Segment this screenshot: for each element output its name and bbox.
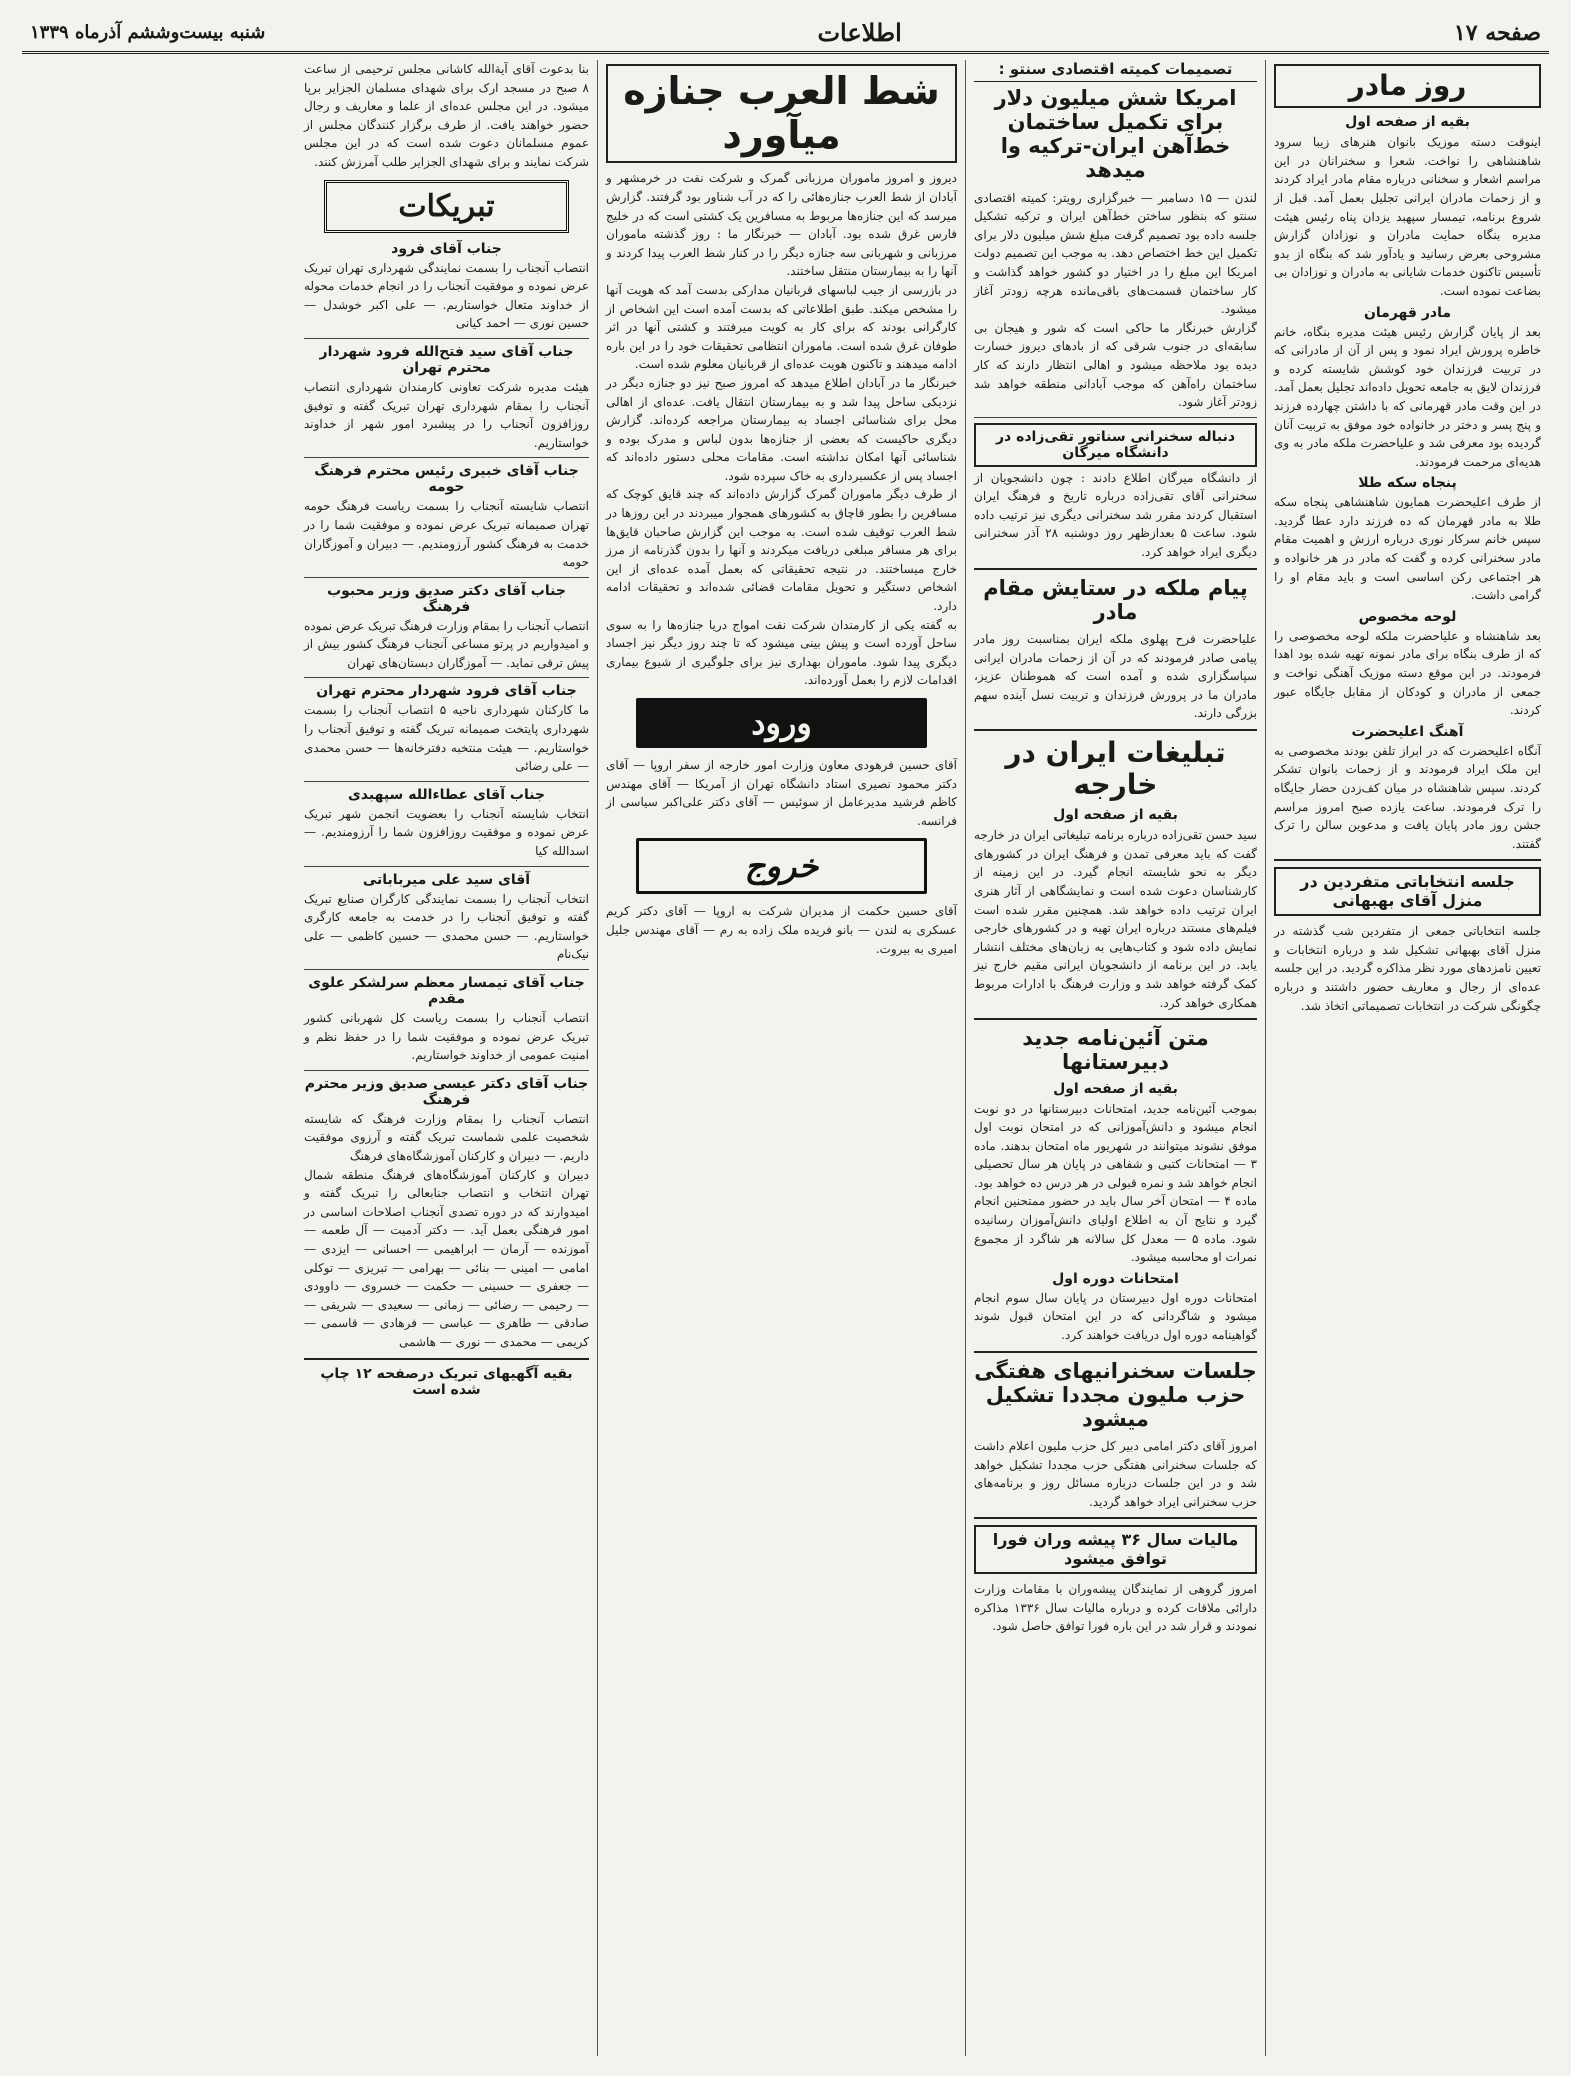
propaganda-body: سید حسن تقی‌زاده درباره برنامه تبلیغاتی ایران در خارجه گفت که باید معرفی تمدن و فرهنگ ایران در کشورهای دیگر به نحو شایسته انجام گیرد. در این زمینه از کارشناسان دعوت شده است و نمایشگاهی از آثار هنری ایران ترتیب داده خواهد شد. همچنین مقرر شده است فیلم‌های مستند درباره ایران تهیه و در کشورهای خارجی نمایش داده شود و کتاب‌هایی به زبان‌های مختلف انتشار یابد. در این برنامه از دانشجویان ایرانی مقیم خارج نیز کمک گرفته خواهد شد و وزارت فرهنگ با ادارات مربوط همکاری خواهد کرد. bbox=[974, 828, 1257, 1010]
masthead: اطلاعات bbox=[817, 18, 902, 47]
tax-body: امروز گروهی از نمایندگان پیشه‌وران با مقامات وزارت دارائی ملاقات کرده و درباره مالیات سال ۱۳۳۶ مذاکره نمودند و قرار شد در این باره فورا توافق حاصل شود. bbox=[974, 1582, 1257, 1634]
subhead-gold-coins: پنجاه سکه طلا bbox=[1358, 475, 1457, 492]
cong-4-body: انتصاب آنجناب را بمقام وزارت فرهنگ تبریک عرض نموده و امیدواریم در پرتو مساعی آنجناب فرهنگ کشور بیش از پیش ترقی نماید. — آموزگاران دبستان‌های تهران bbox=[304, 618, 589, 670]
algeria-memorial-body: بنا بدعوت آقای آیة‌الله کاشانی مجلس ترحیمی از ساعت ۸ صبح در مسجد ارک برای شهدای مسلمان الجزایر برپا میشود. در این مجلس عده‌ای از علما و معاریف و رجال حضور خواهند یافت. از طرف برگزار کنندگان مجلس از عموم مسلمانان دعوت شده است که در این مجلس شرکت نمایند و برای شهدای الجزایر طلب آمرزش کنند. bbox=[304, 62, 589, 169]
cento-kicker: تصمیمات کمیته اقتصادی سنتو : bbox=[974, 60, 1257, 82]
cong-8-title: جناب آقای تیمسار معظم سرلشکر علوی مقدم bbox=[308, 975, 585, 1007]
column-2 bbox=[965, 60, 1265, 2056]
subhead-royal-address: آهنگ اعلیحضرت bbox=[1351, 723, 1464, 740]
page-number: صفحه ۱۷ bbox=[1453, 19, 1541, 46]
departures-body: آقای حسین حکمت از مدیران شرکت به اروپا — آقای دکتر کریم عسکری به لندن — بانو فریده ملک زاده به رم — آقای مهندس جلیل امیری به بیروت. bbox=[606, 904, 957, 956]
school-first-cycle-subhead: امتحانات دوره اول bbox=[1052, 1270, 1179, 1287]
mothers-day-body-5: آنگاه اعلیحضرت که در ابراز تلفن بودند مخصوصی به این ملک ایراد فرمودند و از زحمات بانوان تشکر کردند. سپس شاهنشاه در میان کف‌زدن حضار جایگاه را ترک فرمودند. ساعت یازده صبح امروز مراسم جشن روز مادر پایان یافت و مدعوین سالن را ترک گفتند. bbox=[1274, 743, 1541, 851]
school-regulation-headline: متن آئین‌نامه جدید دبیرستانها bbox=[1022, 1026, 1209, 1075]
cong-3-body: انتصاب شایسته آنجناب را بسمت ریاست فرهنگ حومه تهران صمیمانه تبریک عرض نموده و موفقیت شما را در خدمت به فرهنگ کشور آرزومندیم. — دبیران و آموزگاران حومه bbox=[304, 499, 589, 570]
cong-2-body: هیئت مدیره شرکت تعاونی کارمندان شهرداری انتصاب آنجناب را بمقام شهرداری تهران تبریک گفته و توفیق روزافزون آنجناب را در پیشبرد امور شهر از خداوند خواستاریم. bbox=[304, 379, 589, 450]
queen-message-body: علیاحضرت فرح پهلوی ملکه ایران بمناسبت روز مادر پیامی صادر فرمودند که در آن از زحمات مادران ایرانی سپاسگزاری شده و آمده است که هموطنان عزیز، مادران ما در پرورش فرزندان و تربیت نسل آینده سهم بزرگی دارند. bbox=[974, 631, 1257, 721]
cong-7-body: انتخاب آنجناب را بسمت نمایندگی کارگران صنایع تبریک گفته و توفیق آنجناب را در خدمت به جامعه کارگری خواستاریم. — حسن محمدی — حسین کاظمی — علی نیک‌نام bbox=[304, 891, 589, 962]
cento-body-1: لندن — ۱۵ دسامبر — خبرگزاری رویتر: کمیته اقتصادی سنتو که بنظور ساختن خط‌آهن ایران و ترکیه تشکیل جلسه داده بود تصمیم گرفت مبلغ شش میلیون دلار برای تکمیل این خط اختصاص دهد. به موجب این تصمیم دولت امریکا این مبلغ را در اختیار دو کشور خواهد گذاشت و کار ساختمان قسمت‌های باقی‌مانده هرچه زودتر آغاز میشود. bbox=[974, 190, 1257, 317]
election-meeting-body: جلسه انتخاباتی جمعی از متفردین شب گذشته در منزل آقای بهبهانی تشکیل شد و درباره انتخابات و تعیین نامزدهای مورد نظر مذاکره گردید. در این جلسه عده‌ای از رجال و معاریف حضور داشتند و درباره چگونگی شرکت در انتخابات تصمیماتی اتخاذ شد. bbox=[1274, 924, 1541, 1013]
congratulations-heading: تبریکات bbox=[324, 180, 569, 233]
column-1 bbox=[1265, 60, 1549, 2056]
cong-6-body: انتخاب شایسته آنجناب را بعضویت انجمن شهر تبریک عرض نموده و موفقیت روزافزون شما را آرزومندیم. — اسدالله کیا bbox=[304, 806, 589, 859]
mothers-day-body-3: از طرف اعلیحضرت همایون شاهنشاهی پنجاه سکه طلا به مادر قهرمان که ده فرزند دارد عطا گردید. سپس خانم سرکار نوری درباره ارزش و اهمیت مقام مادر سخنرانی کرده و گفت که مادر در هر خانواده و هر اجتماعی رکن اساسی است و باید مقام او را گرامی داشت. bbox=[1274, 495, 1541, 603]
queen-message-headline: پیام ملکه در ستایش مقام مادر bbox=[983, 575, 1248, 624]
school-regulation-continued: بقیه از صفحه اول bbox=[1053, 1080, 1178, 1097]
mothers-day-title: روز مادر bbox=[1274, 64, 1541, 108]
issue-date: شنبه بیست‌وششم آذرماه ۱۳۳۹ bbox=[30, 22, 266, 43]
arrivals-heading: ورود bbox=[636, 698, 927, 748]
cong-1-body: انتصاب آنجناب را بسمت نمایندگی شهرداری تهران تبریک عرض نموده و موفقیت آنجناب را در انجام خدمات محوله از خداوند متعال خواستاریم. — علی اکبر خوشدل — حسین نوری — احمد کیانی bbox=[304, 260, 589, 331]
melliyun-party-headline: جلسات سخنرانیهای هفتگی حزب ملیون مجددا تشکیل میشود bbox=[974, 1358, 1257, 1431]
election-meeting-title: جلسه انتخاباتی متفردین در منزل آقای بهبهانی bbox=[1274, 867, 1541, 916]
columns bbox=[22, 60, 1549, 2056]
mothers-day-body-1: اینوقت دسته موزیک بانوان هنرهای زیبا سرود شاهنشاهی را نواخت. شعرا و سخنرانان در این مراسم اشعار و سخنانی درباره مقام مادر ایراد کردند و از زحمات مادران ایرانی تجلیل بعمل آمد. قبل از شروع برنامه، تیمسار سپهبد یزدان پناه رئیس هیئت مدیره بنگاه حمایت مادران و نوزادان گزارش مشروحی بعرض رسانید و یادآور شد که بنگاه از بدو تأسیس تاکنون خدمات شایانی به مادران و نوزادان بی بضاعت نموده است. bbox=[1274, 135, 1541, 298]
arrivals-body: آقای حسین فرهودی معاون وزارت امور خارجه از سفر اروپا — آقای دکتر محمود نصیری استاد دانشگاه تهران از آمریکا — آقای مهندس کاظم فرشید مدیرعامل از سوئیس — آقای دکتر علی‌اکبر سیاسی از فرانسه. bbox=[606, 758, 957, 828]
column-3 bbox=[597, 60, 965, 2056]
cong-1-title: جناب آقای فرود bbox=[391, 240, 502, 257]
shatt-body-5: به گفته یکی از کارمندان شرکت نفت امواج دریا جنازه‌ها را به سوی ساحل آورده است و پیش بینی میشود که تا چند روز دیگر نیز اجساد دیگری پیدا شود. ماموران بهداری نیز برای جلوگیری از شیوع بیماری اقدامات لازم را بعمل آورده‌اند. bbox=[606, 617, 957, 688]
school-first-cycle-body: امتحانات دوره اول دبیرستان در پایان سال سوم انجام میشود و شاگردانی که در این امتحان قبول شوند گواهینامه دوره اول دریافت خواهند کرد. bbox=[974, 1290, 1257, 1343]
cong-8-body: انتصاب آنجناب را بسمت ریاست کل شهربانی کشور تبریک عرض نموده و موفقیت شما را در حفظ نظم و امنیت عمومی از خداوند خواستاریم. bbox=[304, 1011, 589, 1063]
subhead-plaque: لوحه مخصوص bbox=[1358, 608, 1457, 625]
school-regulation-body: بموجب آئین‌نامه جدید، امتحانات دبیرستانها در دو نوبت انجام میشود و دانش‌آموزانی که در امتحان نوبت اول موفق نشوند میتوانند در شهریور ماه امتحان بدهند. ماده ۳ — امتحانات کتبی و شفاهی در پایان هر سال تحصیلی انجام خواهد شد و نمره قبولی در هر درس ده خواهد بود. ماده ۴ — امتحان آخر سال باید در حضور ممتحنین انجام گیرد و نتایج آن به اطلاع اولیای دانش‌آموزان رسانیده شود. ماده ۵ — معدل کل سالانه هر شاگرد از مجموع نمرات او محاسبه میشود. bbox=[974, 1101, 1258, 1265]
cong-7-title: آقای سید علی میرباباتی bbox=[362, 871, 531, 888]
shatt-body-2: در بازرسی از جیب لباسهای قربانیان مدارکی بدست آمد که هویت آنها را مشخص میکند. طبق اطلاعاتی که بدست آمده است این اشخاص از کارگرانی بودند که برای کار به کویت میرفتند و کشتی آنها در اثر طوفان غرق شده است. ماموران انتظامی تحقیقات خود را در این باره ادامه میدهند و تاکنون هویت عده‌ای از قربانیان معلوم شده است. bbox=[606, 282, 957, 372]
departures-heading: خروج bbox=[636, 838, 927, 894]
propaganda-continued: بقیه از صفحه اول bbox=[1053, 807, 1178, 824]
continued-note: بقیه از صفحه اول bbox=[1345, 114, 1470, 131]
shatt-al-arab-headline: شط العرب جنازه میآورد bbox=[606, 64, 957, 163]
cong-9-title: جناب آقای دکتر عیسی صدیق وزیر محترم فرهنگ bbox=[304, 1075, 589, 1108]
cong-2-title: جناب آقای سید فتح‌الله فرود شهردار محترم تهران bbox=[319, 343, 574, 376]
taqizadeh-subhead: دنباله سخنرانی سناتور تقی‌زاده در دانشگاه میرگان bbox=[974, 423, 1257, 467]
taqizadeh-body: از دانشگاه میرگان اطلاع دادند : چون دانشجویان از سخنرانی آقای تقی‌زاده درباره تاریخ و فرهنگ ایران استقبال کردند مقرر شد سخنرانی دیگری نیز ترتیب داده شود. ساعت ۵ بعدازظهر روز دوشنبه ۲۸ آذر سخنرانی دیگری ایراد خواهد کرد. bbox=[974, 470, 1257, 560]
cong-5-title: جناب آقای فرود شهردار محترم تهران bbox=[316, 683, 577, 700]
shatt-body-4: از طرف دیگر ماموران گمرک گزارش داده‌اند که چند قایق کوچک که مسافرین را بطور قاچاق به کشورهای همجوار میبردند در این روزها در شط العرب توقیف شده است. به موجب این گزارش صاحبان قایق‌ها برای هر مسافر مبلغی دریافت میکردند و آنها را بدون گذرنامه از مرز خارج میساختند. در نتیجه تحقیقاتی که بعمل آمده عده‌ای از این اشخاص دستگیر و تحویل مقامات قضائی شده‌اند و تحقیقات ادامه دارد. bbox=[606, 487, 957, 614]
column-4 bbox=[296, 60, 597, 2056]
tax-headline: مالیات سال ۳۶ پیشه وران فورا توافق میشود bbox=[974, 1525, 1257, 1574]
shatt-body-3: خبرنگار ما در آبادان اطلاع میدهد که امروز صبح نیز دو جنازه دیگر در نزدیکی ساحل پیدا شد و به بیمارستان انتقال یافت. عده‌ای از اهالی محل برای شناسائی اجساد به بیمارستان مراجعه کرده‌اند. گزارش دیگری حاکیست که بعضی از جنازه‌ها بدون لباس و مدرک بوده و شناسائی آنها امکان نداشته است. مقامات محلی دستور داده‌اند که اجساد پس از عکسبرداری به خاک سپرده شود. bbox=[606, 375, 957, 483]
congratulations-footer: بقیه آگهیهای تبریک درصفحه ۱۲ چاپ شده است bbox=[320, 1365, 573, 1398]
subhead-hero-mother: مادر قهرمان bbox=[1363, 304, 1452, 321]
mothers-day-body-4: بعد شاهنشاه و علیاحضرت ملکه لوحه مخصوصی را که از طرف بنگاه برای مادر نمونه تهیه شده بود اهدا فرمودند. در این موقع دسته موزیک آهنگی نواخت و جمعی از مادران و کودکان از مقابل جایگاه عبور کردند. bbox=[1274, 628, 1541, 718]
shatt-body-1: دیروز و امروز ماموران مرزبانی گمرک و شرکت نفت در خرمشهر و آبادان از شط العرب جنازه‌هائی را که در آب شناور بود گرفتند. گزارش میرسد که این جنازه‌ها مربوط به مسافرین یک کشتی است که در خلیج فارس غرق شده بود. آبادان — خبرنگار ما : روز گذشته ماموران مرزبانی و شهربانی سه جنازه دیگر را در کنار شط العرب پیدا کردند و آنها را به بیمارستان منتقل ساختند. bbox=[606, 171, 957, 279]
page-header bbox=[22, 14, 1549, 54]
cong-10-body: دبیران و کارکنان آموزشگاه‌های فرهنگ منطقه شمال تهران انتخاب و انتصاب جنابعالی را تبریک گفته و امیدوارند که در دوره تصدی آنجناب اصلاحات اساسی در امور فرهنگی بعمل آید. — دکتر آدمیت — آل طعمه — آموزنده — آرمان — ابراهیمی — احسانی — ایزدی — امامی — امینی — بنائی — بهرامی — تبریزی — توکلی — جعفری — حسینی — حکمت — خسروی — داوودی — رحیمی — رضائی — زمانی — سعیدی — شریفی — صادقی — طاهری — عباسی — فرهادی — قاسمی — کریمی — محمدی — نوری — هاشمی bbox=[304, 1167, 589, 1349]
cong-9-body: انتصاب آنجناب را بمقام وزارت فرهنگ که شایسته شخصیت علمی شماست تبریک گفته و آرزوی موفقیت داریم. — دبیران و کارکنان آموزشگاه‌های فرهنگ bbox=[304, 1111, 589, 1163]
propaganda-headline: تبلیغات ایران در خارجه bbox=[1005, 735, 1226, 802]
cento-body-2: گزارش خبرنگار ما حاکی است که شور و هیجان بی سابقه‌ای در جنوب شرقی که از بادهای دیروز خسارت دیده بود ملاحظه میشود و اهالی انتظار دارند که کار ساختمان راه‌آهن که موجب آبادانی منطقه خواهد شد زودتر آغاز شود. bbox=[974, 320, 1257, 410]
cong-5-body: ما کارکنان شهرداری ناحیه ۵ انتصاب آنجناب را بسمت شهرداری پایتخت صمیمانه تبریک گفته و توفیق آنجناب را خواستاریم. — هیئت منتخبه دفترخانه‌ها — حسن محمدی — علی رضائی bbox=[304, 703, 589, 774]
cong-3-title: جناب آقای خبیری رئیس محترم فرهنگ حومه bbox=[314, 463, 579, 496]
melliyun-party-body: امروز آقای دکتر امامی دبیر کل حزب ملیون اعلام داشت که جلسات سخنرانی هفتگی حزب مجددا تشکیل خواهد شد و در این جلسات درباره مسائل روز و برنامه‌های حزب سخنرانی ایراد خواهد گردید. bbox=[974, 1439, 1257, 1509]
cong-6-title: جناب آقای عطاء‌الله سپهبدی bbox=[347, 786, 546, 803]
cento-headline: امریکا شش میلیون دلار برای تکمیل ساختمان خط‌آهن ایران-ترکیه وا میدهد bbox=[994, 86, 1237, 183]
cong-4-title: جناب آقای دکتر صدیق وزیر محبوب فرهنگ bbox=[327, 582, 566, 615]
mothers-day-body-2: بعد از پایان گزارش رئیس هیئت مدیره بنگاه، خانم خاطره پرورش ایراد نمود و پس از آن از مادرانی که در تربیت فرزندان خود کوشش شایسته کرده و فرزندان لایق به جامعه تحویل داده‌اند تجلیل بعمل آمد. در این وقت مادر قهرمانی که با داشتن چهارده فرزند و پنج پسر و دختر در خانواده خود موفق به تربیت آنان گردیده بود معرفی شد و علیاحضرت ملکه مادر به وی هدیه‌ای مرحمت فرمودند. bbox=[1274, 324, 1541, 469]
